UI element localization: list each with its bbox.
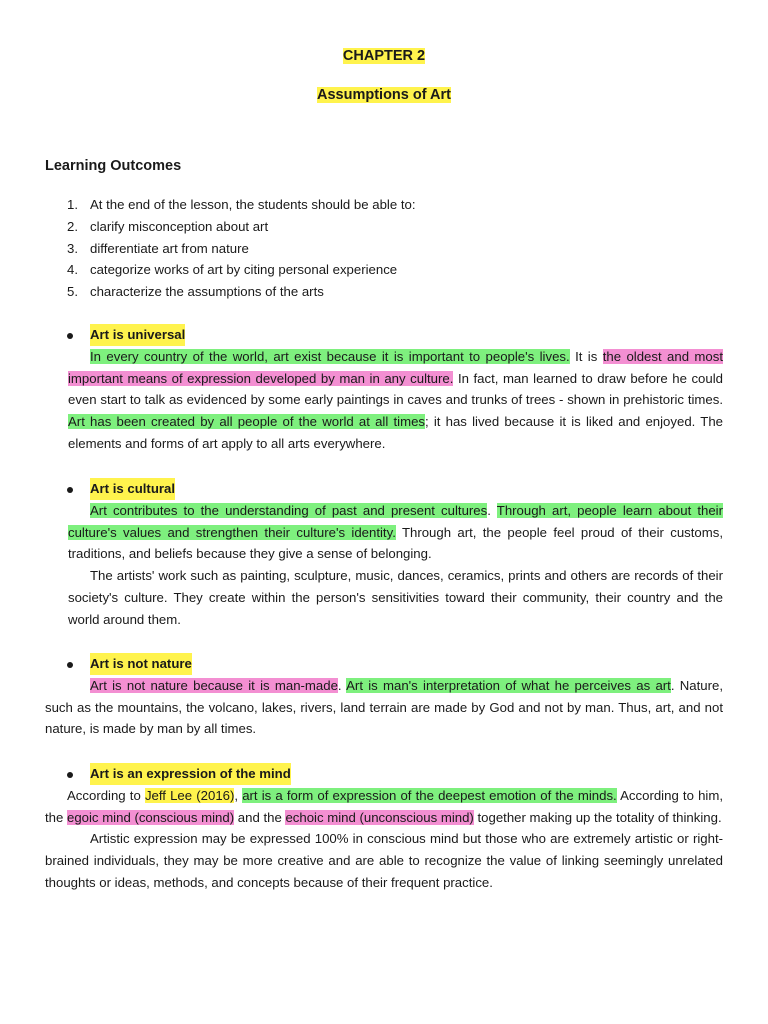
list-item: 3. differentiate art from nature (67, 240, 249, 256)
section-paragraph: The artists' work such as painting, sculpture, music, dances, ceramics, prints and others are records of their society's culture. They create within the person's sensitivities toward their community, their country and the world around them. (68, 568, 723, 627)
section-paragraph: In every country of the world, art exist because it is important to people's lives. It is the oldest and most important means of expression developed by man in any culture. In fact, man learned to draw before he could even start to talk as evidenced by some early paintings in caves and trunks of trees - shown in prehistoric times. Art has been created by all people of the world at all times; it has lived because it is liked and enjoyed. The elements and forms of art apply to all arts everywhere. (68, 348, 723, 451)
bullet-icon (45, 478, 90, 500)
section-heading: Art is an expression of the mind (45, 763, 723, 785)
section-heading: Art is universal (45, 324, 723, 346)
list-item: 1. At the end of the lesson, the students should be able to: (67, 197, 416, 212)
page-title-text: Assumptions of Art (317, 87, 451, 103)
page-title (0, 87, 768, 103)
list-item: 5. characterize the assumptions of the arts (67, 284, 324, 300)
section-universal (45, 324, 723, 455)
learning-outcomes-list (45, 194, 416, 303)
bullet-icon (45, 763, 90, 785)
section-cultural (45, 478, 723, 631)
learning-outcomes-heading: Learning Outcomes (45, 158, 182, 174)
section-mind (45, 763, 723, 894)
section-heading: Art is cultural (45, 478, 723, 500)
chapter-label (0, 48, 768, 64)
section-paragraph: According to Jeff Lee (2016), art is a form of expression of the deepest emotion of the minds. According to him, the egoic mind (conscious mind) and the echoic mind (unconscious mind) together making up the totality of thinking. (45, 787, 723, 825)
section-paragraph: Art contributes to the understanding of past and present cultures. Through art, people learn about their culture's values and strengthen their culture's identity. Through art, the people feel proud of their customs, traditions, and beliefs because they give a sense of belonging. (68, 502, 723, 562)
bullet-icon (45, 324, 90, 346)
bullet-icon (45, 653, 90, 675)
section-nature (45, 653, 723, 740)
section-heading: Art is not nature (45, 653, 723, 675)
list-item: 4. categorize works of art by citing personal experience (67, 262, 398, 278)
section-paragraph: Artistic expression may be expressed 100% in conscious mind but those who are extremely artistic or right-brained individuals, they may be more creative and are able to recognize the value of linking seemingly unrelated thoughts or ideas, methods, and concepts because of their frequent practice. (45, 831, 723, 890)
section-paragraph: Art is not nature because it is man-made. Art is man's interpretation of what he perceives as art. Nature, such as the mountains, the volcano, lakes, rivers, land terrain are made by God and not by man. Thus, art, and not nature, is made by man by all times. (45, 677, 724, 737)
list-item: 2. clarify misconception about art (67, 218, 269, 234)
chapter-label-text: CHAPTER 2 (342, 48, 426, 64)
